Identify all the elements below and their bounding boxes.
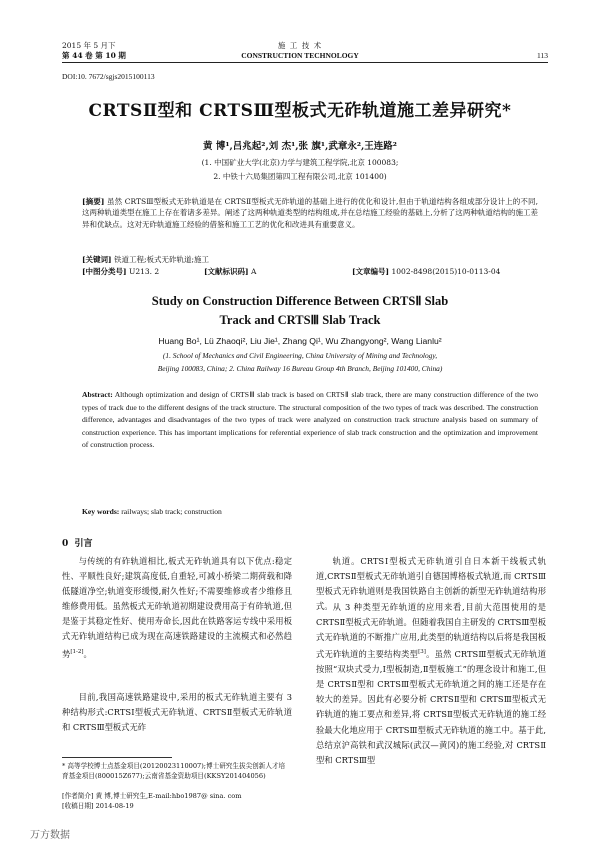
authors-en: Huang Bo¹, Lü Zhaoqi², Liu Jie¹, Zhang Qi¹, Wu Zhangyong², Wang Lianlu²	[158, 336, 442, 346]
footnote-rule	[62, 757, 172, 758]
footnote-received: [收稿日期] 2014-08-19	[62, 802, 134, 810]
keywords-en	[82, 506, 538, 519]
abstract-cn	[82, 196, 538, 242]
abstract-en-text: Although optimization and design of CRTSⅢ slab track is based on CRTSⅡ slab track, there are many construction difference of the two types of track due to the different designs of the track structure. The structural composition of the two types of track was described. The construction difference, advantages and disadvantages of the two types of track were analyzed on construction track structure analysis based on summary of construction experience. This has important implications for referential experience of slab track construction and the optimization and improvement of construction process.	[82, 390, 539, 450]
article-number: [文章编号] 1002-8498(2015)10-0113-04	[352, 267, 501, 276]
section-number: 0	[62, 539, 69, 549]
affiliation-en-1: (1. School of Mechanics and Civil Engineering, China University of Mining and Technology,	[162, 351, 438, 360]
abstract-en-label: Abstract:	[82, 390, 113, 399]
abstract-cn-label: [摘要]	[82, 197, 105, 206]
footnote-fund: * 高等学校博士点基金项目(20120023110007);博士研究生拔尖创新人才培育基金项目(800015Z677);云南省基金资助项目(KKSY201404056)	[62, 762, 286, 780]
keywords-cn-label: [关键词]	[82, 255, 112, 264]
journal-name-en: CONSTRUCTION TECHNOLOGY	[241, 51, 359, 60]
keywords-en-label: Key words:	[82, 507, 120, 516]
page-number: 113	[537, 51, 548, 60]
watermark: 万方数据	[30, 830, 70, 841]
affiliation-cn-2: 2. 中铁十六局集团第四工程有限公司,北京 101400)	[213, 172, 387, 181]
affiliation-cn-1: (1. 中国矿业大学(北京)力学与建筑工程学院,北京 100083;	[201, 158, 399, 167]
title-cn: CRTSⅡ型和 CRTSⅢ型板式无砟轨道施工差异研究*	[88, 101, 512, 121]
abstract-cn-text: 虽然 CRTSⅢ型板式无砟轨道是在 CRTSⅡ型板式无砟轨道的基础上进行的优化和设计,但由于轨道结构各组成部分设计上的不同,这两种轨道类型在施工上存在着诸多差异。阐述了这两种轨道类型的结构组成,并在总结施工经验的基础上,分析了这两种轨道结构的施工差异和优缺点。这对无砟轨道施工经验的借鉴和施工工艺的优化和改进具有重要意义。	[82, 197, 539, 229]
doc-code: [文献标识码] A	[204, 267, 257, 276]
citation-3: [3]	[418, 649, 426, 656]
keywords-cn	[82, 254, 538, 265]
doi: DOI:10. 7672/sgjs2015100113	[62, 72, 155, 81]
clc: [中图分类号] U213. 2	[82, 267, 160, 276]
volume-issue: 第 44 卷 第 10 期	[62, 51, 126, 60]
right-paragraph-2: 从 3 种类型无砟轨道的应用来看,目前大范围使用的是 CRTSⅡ型板式无砟轨道。但随着我国自主研发的 CRTSⅢ型板式无砟轨道的不断推广应用,此类型的轨道结构以后将是我国板式无砟轨道的主要结构类型[3]。虽然 CRTSⅢ型板式无砟轨道按照“双块式受力,Ⅰ型板制造,Ⅱ型板施工”的理念设计和施工,但是 CRTSⅡ型和 CRTSⅢ型板式无砟轨道之间的施工还是存在较大的差异。因此有必要分析 CRTSⅡ型和 CRTSⅢ型板式无砟轨道的施工要点和差异,将 CRTSⅡ型板式无砟轨道的施工经验最大化地应用于 CRTSⅢ型板式无砟轨道的施工中。基于此,总结京沪高铁和武汉城际(武汉—黄冈)的施工经验,对 CRTSⅡ型和 CRTSⅢ型	[316, 602, 546, 765]
classification-row	[82, 266, 538, 278]
issue-date: 2015 年 5 月下	[62, 41, 116, 50]
header-rule	[62, 62, 548, 63]
section-title: 引言	[74, 539, 93, 549]
title-en-line-1: Study on Construction Difference Between CRTSⅡ Slab	[151, 294, 449, 308]
footnote-author: [作者简介] 黄 博,博士研究生,E-mail:hbo1987@ sina. com	[62, 792, 242, 800]
keywords-cn-text: 铁道工程;板式无砟轨道;施工	[114, 255, 210, 264]
authors-cn: 黄 博¹,吕兆起²,刘 杰¹,张 旗¹,武章永²,王连路²	[203, 141, 397, 152]
title-en-line-2: Track and CRTSⅢ Slab Track	[219, 313, 381, 327]
right-paragraph-1: 轨道。CRTSⅠ型板式无砟轨道引自日本新干线板式轨道,CRTSⅡ型板式无砟轨道引自德国博格板式轨道,而 CRTSⅢ型板式无砟轨道则是我国铁路自主创新的新型无砟轨道结构形式。	[316, 556, 546, 612]
affiliation-en-2: Beijing 100083, China; 2. China Railway 16 Bureau Group 4th Branch, Beijing 101400, China)	[157, 364, 443, 373]
abstract-en	[82, 389, 538, 505]
journal-name-cn: 施 工 技 术	[277, 41, 323, 50]
left-paragraph-2: 目前,我国高速铁路建设中,采用的板式无砟轨道主要有 3 种结构形式:CRTSⅠ型板式无砟轨道、CRTSⅡ型板式无砟轨道和 CRTSⅢ型板式无砟	[62, 692, 292, 733]
left-paragraph-1: 与传统的有砟轨道相比,板式无砟轨道具有以下优点:稳定性、平顺性良好;建筑高度低,自重轻,可减小桥梁二期荷载和降低隧道净空;轨道变形缓慢,耐久性好;不需要维修或者少维修且维修费用低。虽然板式无砟轨道初期建设费用高于有砟轨道,但是鉴于其稳定性好、使用寿命长,因此在铁路客运专线中采用板式无砟轨道结构已成为现在高速铁路建设的主流模式和必然趋势[1-2]。	[62, 556, 292, 659]
keywords-en-text: railways; slab track; construction	[121, 507, 222, 516]
citation-1-2: [1-2]	[70, 648, 84, 655]
section-heading	[62, 536, 93, 549]
